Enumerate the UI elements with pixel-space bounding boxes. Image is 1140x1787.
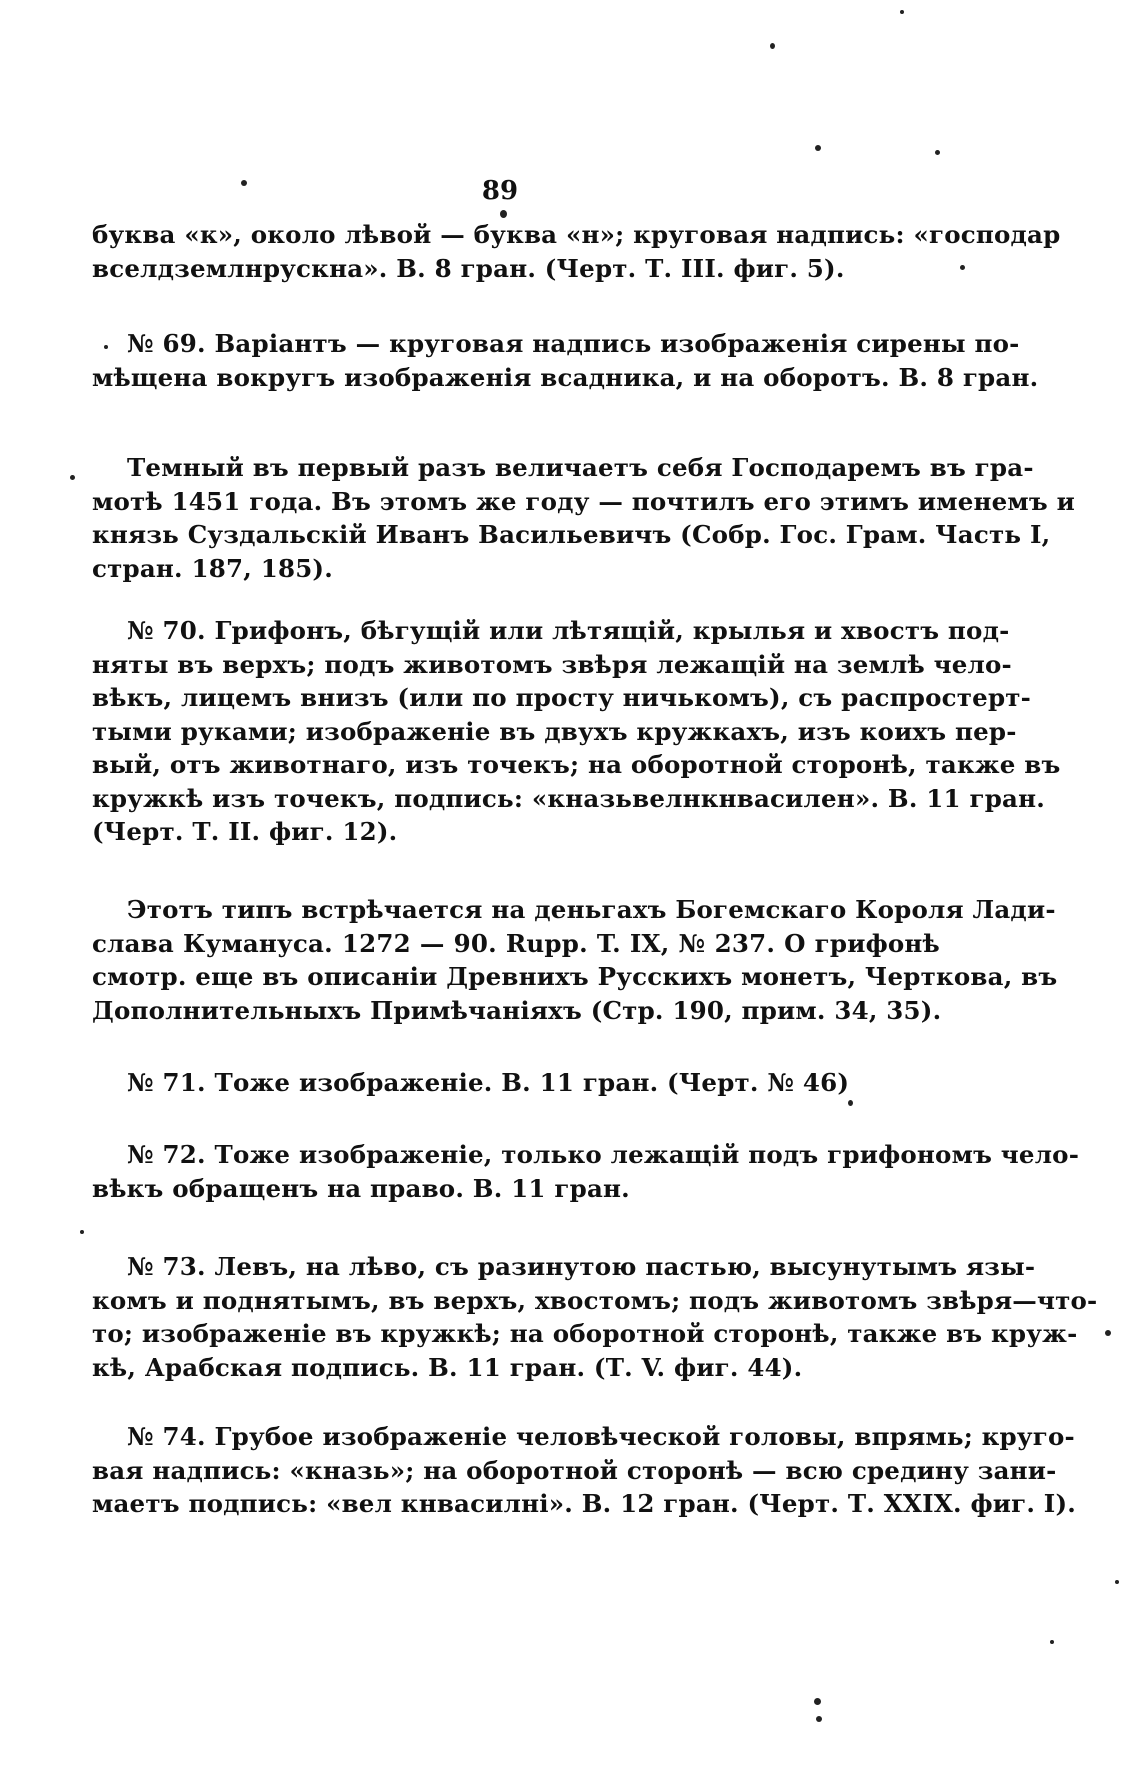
text-line: то; изображеніе въ кружкѣ; на оборотной сторонѣ, также въ круж- [92, 1319, 1078, 1348]
scan-speck [1115, 1580, 1119, 1584]
text-line: кѣ, Арабская подпись. В. 11 гран. (Т. V. фиг. 44). [92, 1352, 803, 1382]
text-line: мѣщена вокругъ изображенія всадника, и на оборотъ. В. 8 гран. [92, 362, 1039, 392]
text-line: Дополнительныхъ Примѣчаніяхъ (Стр. 190, прим. 34, 35). [92, 995, 942, 1025]
scan-speck [104, 345, 108, 349]
paragraph-continuation [92, 218, 1061, 285]
text-line: комъ и поднятымъ, въ верхъ, хвостомъ; подъ животомъ звѣря—что- [92, 1285, 1098, 1315]
scan-speck [241, 180, 247, 186]
scan-speck [900, 10, 904, 14]
text-line: няты въ верхъ; подъ животомъ звѣря лежащій на землѣ чело- [92, 649, 1012, 679]
text-line: маетъ подпись: «вел кнвасилні». В. 12 гран. (Черт. Т. XXIX. фиг. I). [92, 1489, 1076, 1518]
text-line: мотѣ 1451 года. Въ этомъ же году — почтилъ его этимъ именемъ и [92, 486, 1075, 516]
entry-72 [92, 1138, 1080, 1205]
text-line: № 69. Варіантъ — круговая надпись изображенія сирены по- [127, 329, 1020, 358]
scan-speck [814, 1698, 821, 1705]
scan-speck [848, 1100, 853, 1106]
text-line: буква «к», около лѣвой — буква «н»; круговая надпись: «господар [92, 220, 1061, 249]
scan-speck [960, 265, 965, 270]
text-line: вѣкъ, лицемъ внизъ (или по просту ничькомъ), съ распростерт- [92, 683, 1032, 712]
text-line: вый, отъ животнаго, изъ точекъ; на оборотной сторонѣ, также въ [92, 750, 1061, 779]
text-line: № 73. Левъ, на лѣво, съ разинутою пастью, высунутымъ язы- [127, 1252, 1036, 1281]
scan-speck [1050, 1640, 1054, 1644]
scan-speck [80, 1230, 84, 1234]
text-line: слава Кумануса. 1272 — 90. Rupp. T. IX, № 237. О грифонѣ [92, 928, 940, 958]
paragraph-temnyi [92, 451, 1075, 585]
text-line: тыми руками; изображеніе въ двухъ кружкахъ, изъ коихъ пер- [92, 716, 1017, 746]
page-number: 89 [481, 176, 519, 206]
entry-70 [92, 614, 1061, 849]
text-line: вая надпись: «кназь»; на оборотной сторонѣ — всю средину зани- [92, 1455, 1057, 1485]
paragraph-etot-tip [92, 893, 1058, 1027]
scan-speck [70, 475, 75, 480]
text-line: вселдземлнрускна». В. 8 гран. (Черт. Т. III. фиг. 5). [92, 253, 845, 283]
text-line: смотр. еще въ описаніи Древнихъ Русскихъ монетъ, Черткова, въ [92, 962, 1058, 991]
text-line: Этотъ типъ встрѣчается на деньгахъ Богемскаго Короля Лади- [127, 895, 1056, 924]
entry-69 [92, 327, 1039, 394]
text-line: № 72. Тоже изображеніе, только лежащій подъ грифономъ чело- [127, 1140, 1080, 1169]
scan-speck [1105, 1330, 1111, 1336]
text-line: (Черт. Т. II. фиг. 12). [92, 817, 398, 846]
text-line: стран. 187, 185). [92, 553, 333, 583]
scan-speck [816, 1716, 822, 1722]
text-line: № 74. Грубое изображеніе человѣческой головы, впрямь; круго- [127, 1422, 1075, 1451]
scan-speck [500, 210, 507, 218]
entry-71 [92, 1066, 940, 1100]
scan-speck [935, 150, 940, 155]
entry-73 [92, 1250, 1098, 1384]
text-line: князь Суздальскій Иванъ Васильевичъ (Собр. Гос. Грам. Часть I, [92, 520, 1051, 549]
entry-74 [92, 1420, 1076, 1521]
text-line: № 70. Грифонъ, бѣгущій или лѣтящій, крылья и хвостъ под- [127, 616, 1010, 645]
text-line: Темный въ первый разъ величаетъ себя Господаремъ въ гра- [127, 453, 1034, 482]
text-line: кружкѣ изъ точекъ, подпись: «кназьвелнкнвасилен». В. 11 гран. [92, 783, 1045, 813]
scan-speck [815, 145, 821, 151]
text-line: № 71. Тоже изображеніе. В. 11 гран. (Черт. № 46) [127, 1068, 850, 1097]
scan-speck [770, 43, 775, 49]
text-line: вѣкъ обращенъ на право. В. 11 гран. [92, 1173, 630, 1203]
